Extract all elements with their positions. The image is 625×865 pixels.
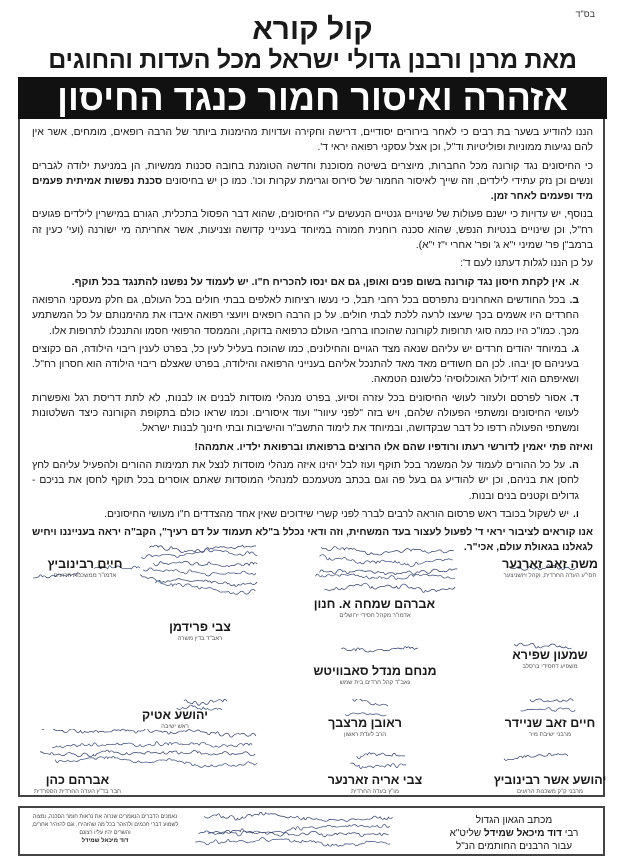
proclamation-box — [18, 119, 605, 797]
signatory-name: שמעון שפירא — [512, 648, 588, 662]
signatory-title: אדמו"ר מקהל חסידי ירושלים — [339, 613, 411, 619]
list-item — [32, 342, 579, 388]
signature-block — [315, 716, 415, 739]
list-item — [32, 458, 579, 504]
page-title: קול קורא — [252, 13, 373, 46]
paragraph-bold: סכנת נפשות אמיתית פעמים מיד ופעמים לאחר זמן. — [32, 175, 593, 203]
item-text: אין לקחת חיסון נגד קורונה בשום פנים ואופן, גם אם ינסו להכריח ח"ו. יש לעמוד על נפשנו להתנגד בכל תוקף. — [71, 276, 566, 288]
signatory-title: חבר בד"ץ העדה החרדית הספרדית — [33, 789, 122, 795]
signatory-title: גאב"ד קהל חרדים בית שמש — [339, 680, 411, 686]
signatory-title: חסי"ע העדה החרדית, וקהל ויזשניצער — [503, 573, 597, 579]
paragraph: הננו להודיע בשער בת רבים כי לאחר בירורים יסודיים, דרישה וחקירה ועדויות מהימנות ביותר של הרבה רופאים, מומחים, אשר אין להם נגיעות ממוניות ופוליטיות וד"ל, וכן אצל עסקני רפואה יראי ד'. — [32, 127, 593, 154]
signature-block — [315, 597, 435, 620]
signatory-title: מרבני ק"ק משכנות הרועים — [516, 789, 584, 795]
signatory-title: הרב לעדת ראשון — [343, 732, 386, 738]
signatory-name: יהושע אטיק — [141, 708, 209, 722]
handwritten-signature — [495, 749, 575, 769]
endorsement-line: עבור הרבנים החותמים הנ"ל — [455, 841, 573, 852]
signatory-name: אברהם כהן — [45, 773, 110, 787]
list-item — [32, 275, 579, 290]
item-letter: ד. — [570, 392, 579, 404]
signature-block — [485, 773, 615, 796]
page-subtitle: מאת מרנן ורבנן גדולי ישראל מכל העדות והחוגים — [48, 46, 577, 74]
headline-banner: אזהרה ואיסור חמור כנגד החיסון — [18, 77, 607, 119]
bsd-mark: בס"ד — [575, 9, 595, 19]
signatory-title: משפיע דחסידי ברסלב — [522, 664, 578, 670]
item-letter: ו. — [573, 508, 579, 520]
list-item — [32, 391, 579, 437]
signatory-name: יהושע אשר רבינוביץ — [493, 773, 607, 787]
endorsement-line — [439, 827, 589, 840]
item-letter: ג. — [571, 343, 579, 355]
signature-block — [20, 773, 135, 796]
suffix: שליט"א — [449, 828, 482, 839]
endorsement-typed — [30, 813, 180, 845]
paragraph: בנוסף, יש עדויות כי ישנם פעולות של שינויים גנטיים הנעשים ע"י החיסונים, שהוא דבר הפסול בתכלית, הגורם במישרין לילדים פגועים רח"ל, וכן שינויים בנטיות הנפש, שהוא סכנה רוחנית חמורה במיוחד בענייני קדושה וצניעות, אשר אחריתה מי ישורנה (ועי' כעין זה ברמב"ן פר' שמיני י"א ג' ופר' אחרי י"ז י"א). — [32, 209, 593, 252]
item-text: אסור לפרסם ולעזור לעושי החיסונים בכל עזרה וסיוע, בפרט מנהלי מוסדות לבנים או לבנות, לא לתת דריסת רגל ואפשרות לעושי החיסונים ומשתפי הפעולה שלהם, ויש בזה "לפני עיוור" ועוד איסורים. וכמו שראו כולם בתקופת הקורונה כיצד השלטונות ומשתפי הפעולה רדפו כל דבר שבקדושה, ובמיוחד את לימוד התשב"ר והישיבות ובתי חינוך לבנות ישראל. — [32, 392, 579, 435]
item-letter: ה. — [569, 459, 579, 471]
endorsement-box — [18, 806, 605, 856]
proclamation-body — [32, 125, 593, 559]
signatory-name: חיים זאב שניידר — [504, 716, 596, 730]
signatory-title: ראב"ד בדין משרה — [177, 636, 223, 642]
signature-block — [140, 620, 260, 643]
signatory-title: אדמו"ר ממשכנות הרועים — [53, 573, 117, 579]
signatory-name: מנחם מנדל סאבוויטש — [313, 664, 437, 678]
exclamation: ואיזה פתי יאמין לדורשי רעתו ורודפיו שהם אלו הרוצים ברפואתו וברפואת ילדיו. אתמהה! — [194, 441, 593, 453]
signatory-name: משה זאב זארנער — [502, 557, 598, 571]
signature-block — [490, 648, 610, 671]
handwritten-note — [40, 729, 260, 776]
paragraph: על כן הננו לגלות דעתנו לעם ד': — [460, 258, 593, 270]
typed-transcription: נאמנים הדברים הנאמרים שנרוה את נראות חומר הסכנה, ומצוה לשמוע דברי חכמים ולהזהר בכל מה שהזהירו, וגם להזהיר אחרים, והשרים יהיו עליו רצונם — [31, 814, 179, 836]
handwritten-signature — [340, 641, 420, 661]
signature-block — [490, 716, 610, 739]
signature-block — [490, 557, 610, 580]
signatory-name: חיים רבינוביץ — [47, 557, 123, 571]
closing-call: אנו קוראים לציבור יראי ד' לפעול לעצור בעד המשחית, וזה ודאי נכלל ב"לא תעמוד על דם רעיך", הקב"ה יראה בענייננו ויחיש לגאלנו בגאולת עולם, אכי"ר. — [32, 527, 593, 554]
signatory-name: ראובן מרצבך — [328, 716, 402, 730]
signatory-title: מו"ץ בעדה החרדית — [351, 789, 399, 795]
typed-name: דוד מיכאל שמידל — [81, 838, 129, 844]
handwritten-note — [140, 539, 260, 604]
signatory-name: אברהם שמחה א. חנון — [313, 597, 435, 611]
prefix: רבי — [564, 828, 579, 839]
signature-block — [120, 708, 230, 731]
signatory-name: צבי אריה זארנער — [327, 773, 423, 787]
item-text: בכל החודשים האחרונים נתפרסם בכל רחבי תבל, כי נעשו רציחות לאלפים בבתי חולים בכל העולם, גם חלק מעסקני הרפואה החרדים היו אשמים בכך שיעצו לרעה ללכת לבתי חולים. על כן הרבה רופאים ויועצי רפואה איבדו את מהימנותם על כל המשתמע מכך. כמו"כ היו כמה סוגי תרופות לקורונה שהוכחו ברחבי העולם כרפואה בדוקה, והממסד הרפואי חסמו והתנכלו לתרופות אלו. — [32, 294, 579, 337]
item-letter: ב. — [569, 294, 579, 306]
item-text: על כל ההורים לעמוד על המשמר בכל תוקף ועוז לבל יהינו איזה מנהלי מוסדות לנצל את תמימות ההורים ולהפעיל עליהם לחץ לחסן את בניהם, וכן יש להודיע גם בעל פה וגם בכתב מטעמכם למנהלי המוסדות שאתם אוסרים בכל תוקף לחסן את בניכם - גדולים וקטנים בנים ובנות. — [32, 459, 579, 502]
signature-block — [315, 773, 435, 796]
item-letter: א. — [569, 276, 579, 288]
handwritten-note — [310, 544, 460, 600]
signatory-title: ראש ישיבה — [161, 724, 189, 730]
paragraph-text: כי החיסונים נגד קורונה מכל החברות, מיוצרים בשיטה מסוכנת וחדשה הטומנת בחובה סכנות ממשיות, הן במניעת ילודה לגברים ונשים וכן נזק עתידי לילדים, וזה שייך לאיסור החמור של סירוס וגרימת עקרות וכו'. כמו כן יש בחיסונים — [32, 160, 593, 187]
item-text: יש לשקול בכובד ראש פרסום הוראה לרבים לברר לפני קשרי שידוכים שאין אחד מהצדדים ח"ו מעושי החיסונים. — [104, 508, 570, 520]
paragraph — [32, 159, 593, 205]
list-item — [32, 293, 579, 339]
signature-block — [310, 664, 440, 687]
item-text: במיוחד יהודים חרדים יש עליהם שנאה מצד הגויים והחילונים, כמו שהוכח בעליל לעין כל, בפרט לענין ריבוי הילודה, הם כקוצים בעיניהם סן יבהו. לכן הם חשודים מאד מאד להתנכל אליהם בענייני הרפואה והילודה, בפרט שאצלם ריבוי הילודה הוא חסרון רח"ל. ושאיפתם הוא 'דילול האוכלוסיה' כלשונם הטמאה. — [32, 343, 579, 386]
signatory-title: מרבני ישיבת מיר — [529, 732, 571, 738]
signature-block — [30, 557, 140, 580]
list-item — [32, 507, 579, 522]
endorsement-line: מכתב הגאון הגדול — [475, 815, 553, 826]
endorser-name: דוד מיכאל שמידל — [483, 828, 562, 839]
endorsement-heading — [439, 814, 589, 853]
signatory-name: צבי פרידמן — [169, 620, 231, 634]
handwritten-letter — [195, 810, 395, 857]
